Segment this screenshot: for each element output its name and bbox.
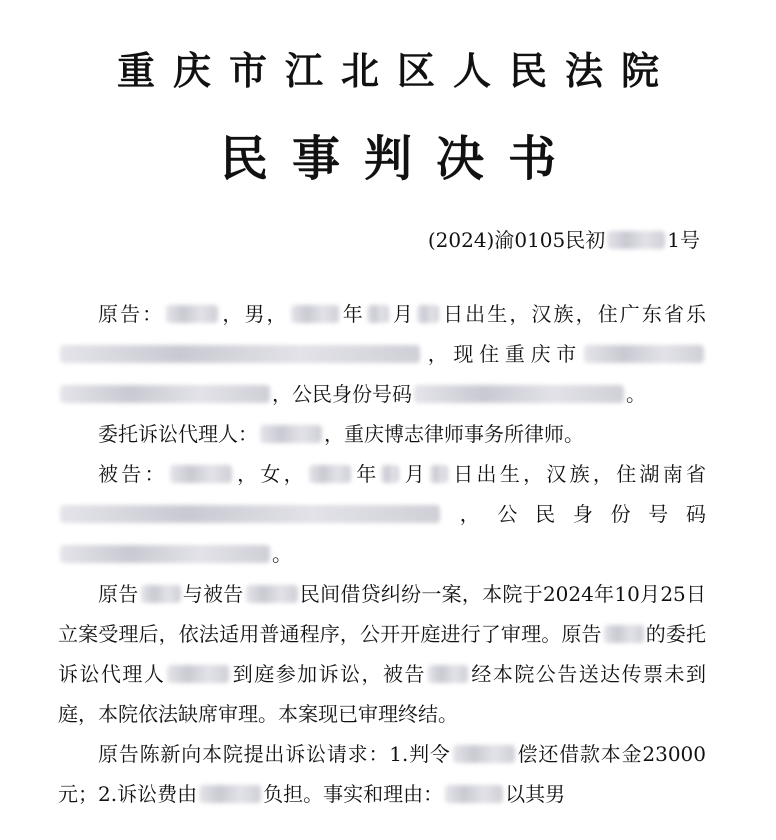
redaction [260, 425, 322, 443]
text: 负担。事实和理由： [263, 782, 444, 806]
text: ，女， [233, 462, 307, 486]
redaction [166, 305, 218, 323]
redaction [453, 745, 515, 763]
text: 年 [340, 302, 365, 326]
case-number [428, 224, 700, 253]
plaintiff-paragraph [58, 294, 706, 414]
case-number-suffix: 1号 [667, 228, 700, 252]
redaction [291, 305, 339, 323]
text: 与被告 [182, 582, 244, 606]
text: 委托诉讼代理人： [98, 422, 258, 446]
text: 的委托诉讼代理人 [58, 622, 707, 686]
text: 到庭参加诉讼，被告 [231, 662, 426, 686]
redaction [604, 625, 644, 643]
judgment-body [58, 294, 706, 814]
text: 原告： [98, 302, 165, 326]
redaction [246, 585, 298, 603]
agent-paragraph [58, 414, 706, 454]
redaction [167, 665, 229, 683]
redaction [60, 505, 440, 523]
redaction [584, 345, 704, 363]
document-type-title: 民事判决书 [219, 131, 580, 187]
redaction [381, 465, 399, 483]
text: 日出生，汉族，住广东省乐 [441, 302, 707, 326]
redaction [607, 231, 665, 249]
redaction [414, 385, 624, 403]
text: 原告陈新向本院提出诉讼请求：1.判令 [98, 742, 451, 766]
text: ，公民身份号码 [272, 382, 412, 406]
text: ，重庆博志律师事务所律师。 [324, 422, 584, 446]
redaction [417, 305, 439, 323]
redaction [445, 785, 503, 803]
redaction [428, 665, 468, 683]
text: 月 [401, 462, 429, 486]
text: 。 [626, 382, 646, 406]
text: 日出生，汉族，住湖南省 [450, 462, 707, 486]
redaction [60, 345, 420, 363]
case-summary-paragraph [58, 574, 706, 734]
defendant-paragraph [58, 454, 706, 574]
text: 偿还借款本金23000元；2.诉讼费由 [58, 742, 706, 806]
redaction [170, 465, 232, 483]
redaction [309, 465, 351, 483]
redaction [199, 785, 261, 803]
case-number-prefix: (2024)渝0105民初 [427, 228, 606, 252]
redaction [141, 585, 181, 603]
text: 月 [390, 302, 415, 326]
text: 年 [352, 462, 380, 486]
text: ，男， [220, 302, 289, 326]
text: ，现住重庆市 [422, 342, 582, 366]
court-name: 重庆市江北区人民法院 [116, 49, 677, 93]
redaction [430, 465, 448, 483]
text: 民间借贷纠纷一案，本院于2024年10月25日立案受理后，依法适用普通程序，公开开庭进行了审理。原告 [58, 582, 707, 646]
text: 被告： [98, 462, 168, 486]
text: 原告 [98, 582, 139, 606]
text: 以其男 [505, 782, 566, 806]
text: 经本院公告送达传票未到庭，本院依法缺席审理。本案现已审理终结。 [58, 662, 707, 726]
redaction [367, 305, 389, 323]
text: ，公民身份号码 [442, 502, 706, 526]
redaction [60, 385, 270, 403]
text: 。 [272, 542, 292, 566]
claims-paragraph [58, 734, 706, 814]
redaction [60, 545, 270, 563]
